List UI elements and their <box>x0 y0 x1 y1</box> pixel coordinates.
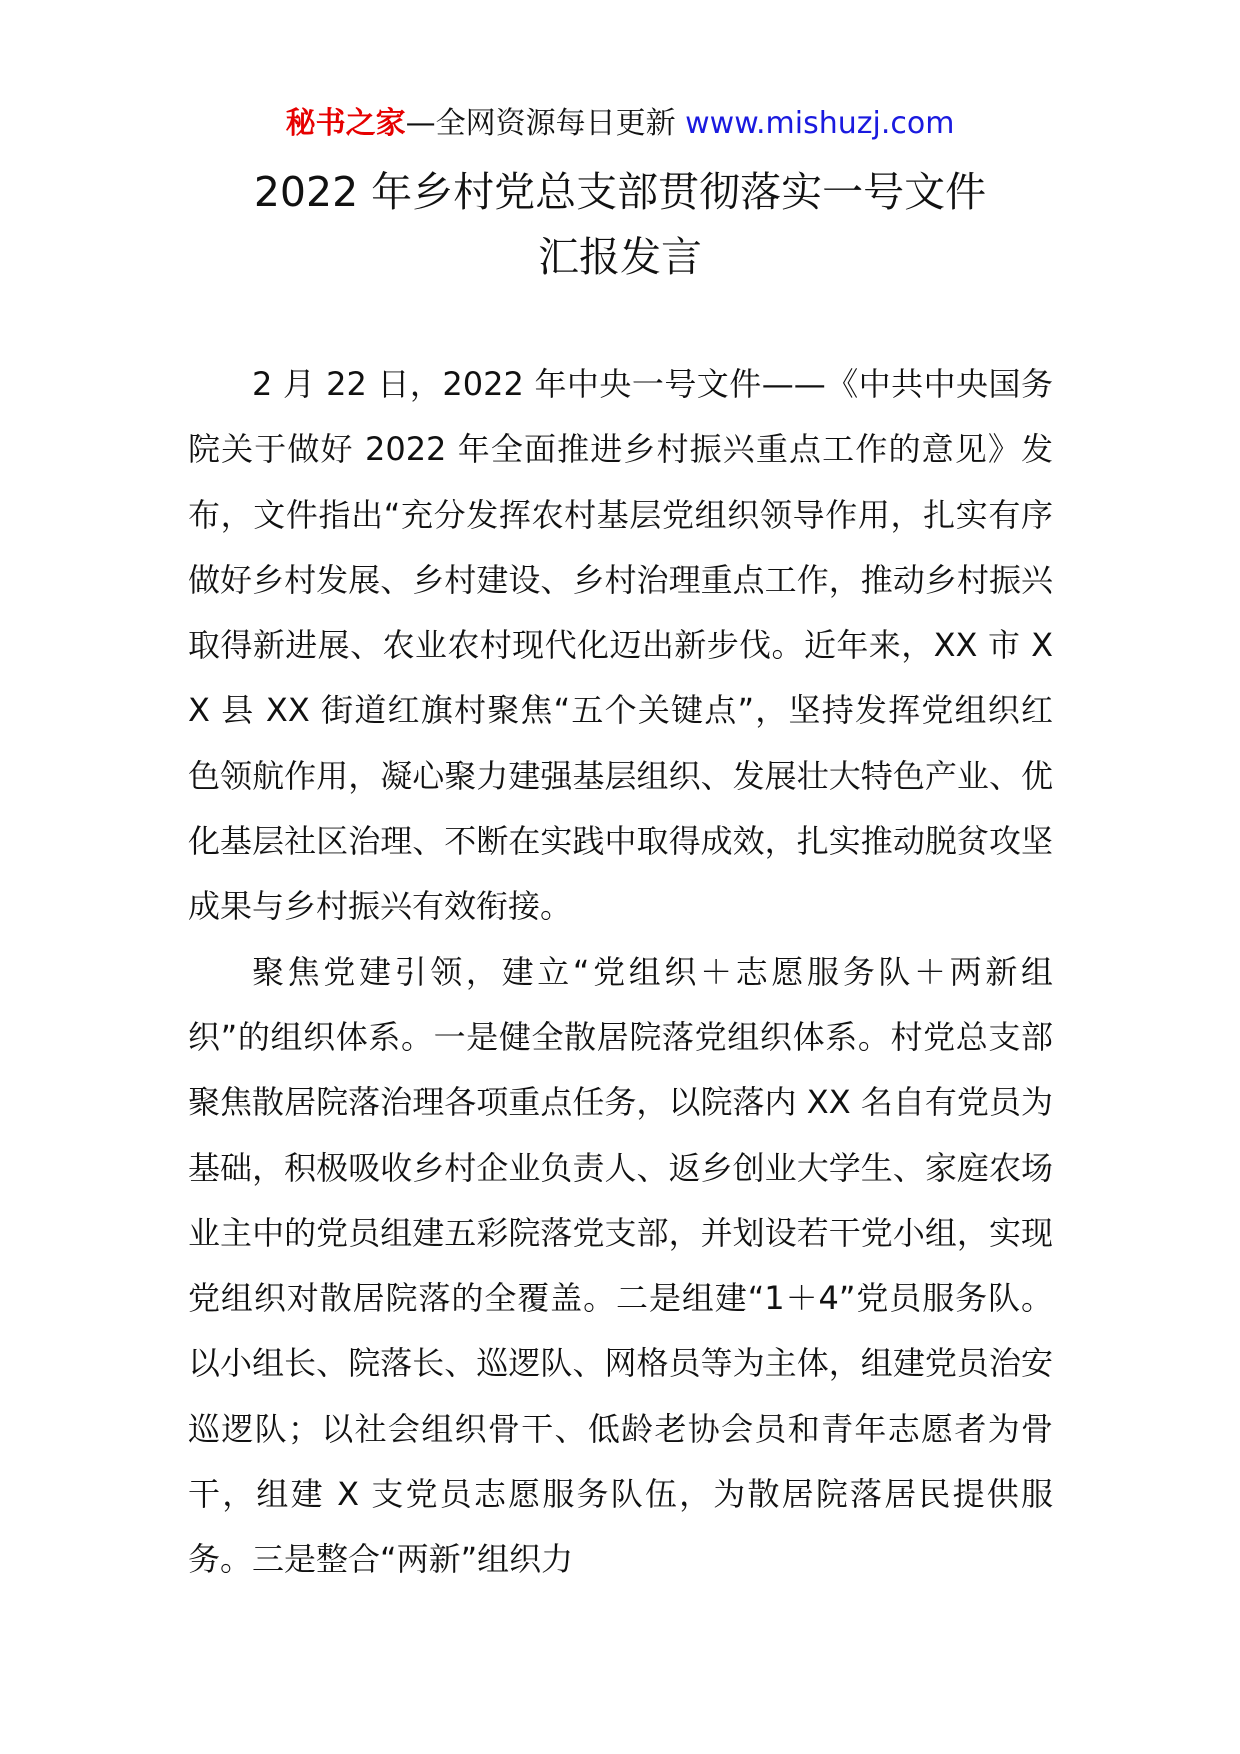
paragraph-1: 2 月 22 日，2022 年中央一号文件——《中共中央国务院关于做好 2022 年全面推进乡村振兴重点工作的意见》发布，文件指出“充分发挥农村基层党组织领导作用，扎实有序做好乡村发展、乡村建设、乡村治理重点工作，推动乡村振兴取得新进展、农业农村现代化迈出新步伐。近年来，XX 市 XX 县 XX 街道红旗村聚焦“五个关键点”，坚持发挥党组织红色领航作用，凝心聚力建强基层组织、发展壮大特色产业、优化基层社区治理、不断在实践中取得成效，扎实推动脱贫攻坚成果与乡村振兴有效衔接。 <box>188 365 1053 926</box>
document-body <box>188 352 1053 1593</box>
site-url[interactable]: www.mishuzj.com <box>685 106 955 141</box>
brand-name: 秘书之家 <box>285 106 406 141</box>
paragraph-2: 聚焦党建引领，建立“党组织＋志愿服务队＋两新组织”的组织体系。一是健全散居院落党组织体系。村党总支部聚焦散居院落治理各项重点任务，以院落内 XX 名自有党员为基础，积极吸收乡村企业负责人、返乡创业大学生、家庭农场业主中的党员组建五彩院落党支部，并划设若干党小组，实现党组织对散居院落的全覆盖。二是组建“1＋4”党员服务队。以小组长、院落长、巡逻队、网格员等为主体，组建党员治安巡逻队；以社会组织骨干、低龄老协会员和青年志愿者为骨干，组建 X 支党员志愿服务队伍，为散居院落居民提供服务。三是整合“两新”组织力 <box>188 952 1053 1579</box>
title-line-1: 2022 年乡村党总支部贯彻落实一号文件 <box>253 168 987 216</box>
title-line-2: 汇报发言 <box>538 233 702 281</box>
header-slogan: —全网资源每日更新 <box>405 106 686 141</box>
site-header <box>0 102 1240 146</box>
document-title <box>0 160 1240 290</box>
